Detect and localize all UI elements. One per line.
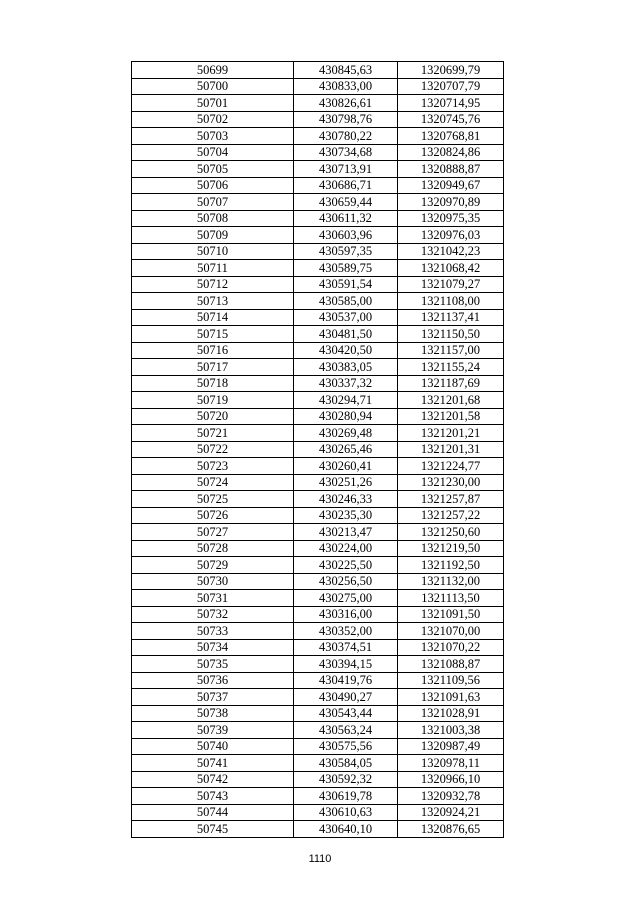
y-coordinate-cell: 1321187,69 (398, 375, 504, 392)
table-row (132, 722, 504, 739)
table-row (132, 524, 504, 541)
x-coordinate-cell: 430798,76 (294, 111, 398, 128)
x-coordinate-cell: 430224,00 (294, 540, 398, 557)
table-row (132, 95, 504, 112)
point-id-cell: 50705 (132, 161, 294, 178)
x-coordinate-cell: 430316,00 (294, 606, 398, 623)
point-id-cell: 50745 (132, 821, 294, 838)
point-id-cell: 50726 (132, 507, 294, 524)
x-coordinate-cell: 430585,00 (294, 293, 398, 310)
x-coordinate-cell: 430374,51 (294, 639, 398, 656)
y-coordinate-cell: 1321201,58 (398, 408, 504, 425)
point-id-cell: 50708 (132, 210, 294, 227)
table-row (132, 161, 504, 178)
point-id-cell: 50730 (132, 573, 294, 590)
y-coordinate-cell: 1320978,11 (398, 755, 504, 772)
table-row (132, 276, 504, 293)
y-coordinate-cell: 1321091,63 (398, 689, 504, 706)
x-coordinate-cell: 430543,44 (294, 705, 398, 722)
point-id-cell: 50703 (132, 128, 294, 145)
point-id-cell: 50744 (132, 804, 294, 821)
point-id-cell: 50736 (132, 672, 294, 689)
table-row (132, 309, 504, 326)
y-coordinate-cell: 1321070,00 (398, 623, 504, 640)
page-number: 1110 (308, 853, 332, 865)
x-coordinate-cell: 430490,27 (294, 689, 398, 706)
y-coordinate-cell: 1321230,00 (398, 474, 504, 491)
table-row (132, 590, 504, 607)
x-coordinate-cell: 430597,35 (294, 243, 398, 260)
x-coordinate-cell: 430575,56 (294, 738, 398, 755)
y-coordinate-cell: 1320987,49 (398, 738, 504, 755)
x-coordinate-cell: 430845,63 (294, 62, 398, 79)
y-coordinate-cell: 1321068,42 (398, 260, 504, 277)
table-row (132, 507, 504, 524)
point-id-cell: 50742 (132, 771, 294, 788)
point-id-cell: 50720 (132, 408, 294, 425)
table-row (132, 573, 504, 590)
x-coordinate-cell: 430394,15 (294, 656, 398, 673)
table-row (132, 359, 504, 376)
y-coordinate-cell: 1321109,56 (398, 672, 504, 689)
y-coordinate-cell: 1321192,50 (398, 557, 504, 574)
point-id-cell: 50723 (132, 458, 294, 475)
y-coordinate-cell: 1320876,65 (398, 821, 504, 838)
point-id-cell: 50732 (132, 606, 294, 623)
y-coordinate-cell: 1320949,67 (398, 177, 504, 194)
table-row (132, 491, 504, 508)
table-row (132, 243, 504, 260)
point-id-cell: 50743 (132, 788, 294, 805)
y-coordinate-cell: 1320824,86 (398, 144, 504, 161)
coordinates-table-body (132, 62, 504, 838)
y-coordinate-cell: 1321079,27 (398, 276, 504, 293)
point-id-cell: 50713 (132, 293, 294, 310)
table-row (132, 540, 504, 557)
y-coordinate-cell: 1321201,68 (398, 392, 504, 409)
x-coordinate-cell: 430256,50 (294, 573, 398, 590)
point-id-cell: 50737 (132, 689, 294, 706)
y-coordinate-cell: 1321108,00 (398, 293, 504, 310)
table-row (132, 62, 504, 79)
y-coordinate-cell: 1321137,41 (398, 309, 504, 326)
y-coordinate-cell: 1321250,60 (398, 524, 504, 541)
y-coordinate-cell: 1321070,22 (398, 639, 504, 656)
table-row (132, 788, 504, 805)
y-coordinate-cell: 1320966,10 (398, 771, 504, 788)
x-coordinate-cell: 430589,75 (294, 260, 398, 277)
point-id-cell: 50735 (132, 656, 294, 673)
table-row (132, 738, 504, 755)
table-row (132, 441, 504, 458)
y-coordinate-cell: 1320970,89 (398, 194, 504, 211)
coordinates-table (131, 61, 504, 838)
table-row (132, 755, 504, 772)
y-coordinate-cell: 1321132,00 (398, 573, 504, 590)
table-row (132, 128, 504, 145)
table-row (132, 672, 504, 689)
point-id-cell: 50711 (132, 260, 294, 277)
x-coordinate-cell: 430246,33 (294, 491, 398, 508)
x-coordinate-cell: 430537,00 (294, 309, 398, 326)
point-id-cell: 50719 (132, 392, 294, 409)
x-coordinate-cell: 430420,50 (294, 342, 398, 359)
x-coordinate-cell: 430269,48 (294, 425, 398, 442)
x-coordinate-cell: 430235,30 (294, 507, 398, 524)
x-coordinate-cell: 430213,47 (294, 524, 398, 541)
y-coordinate-cell: 1321257,87 (398, 491, 504, 508)
x-coordinate-cell: 430610,63 (294, 804, 398, 821)
x-coordinate-cell: 430686,71 (294, 177, 398, 194)
y-coordinate-cell: 1321042,23 (398, 243, 504, 260)
y-coordinate-cell: 1320768,81 (398, 128, 504, 145)
point-id-cell: 50707 (132, 194, 294, 211)
table-row (132, 194, 504, 211)
point-id-cell: 50699 (132, 62, 294, 79)
table-row (132, 425, 504, 442)
x-coordinate-cell: 430826,61 (294, 95, 398, 112)
point-id-cell: 50722 (132, 441, 294, 458)
y-coordinate-cell: 1321003,38 (398, 722, 504, 739)
x-coordinate-cell: 430713,91 (294, 161, 398, 178)
x-coordinate-cell: 430659,44 (294, 194, 398, 211)
point-id-cell: 50700 (132, 78, 294, 95)
point-id-cell: 50724 (132, 474, 294, 491)
x-coordinate-cell: 430225,50 (294, 557, 398, 574)
x-coordinate-cell: 430619,78 (294, 788, 398, 805)
table-row (132, 656, 504, 673)
y-coordinate-cell: 1321201,31 (398, 441, 504, 458)
point-id-cell: 50727 (132, 524, 294, 541)
x-coordinate-cell: 430563,24 (294, 722, 398, 739)
point-id-cell: 50741 (132, 755, 294, 772)
table-row (132, 639, 504, 656)
table-row (132, 557, 504, 574)
x-coordinate-cell: 430734,68 (294, 144, 398, 161)
table-row (132, 392, 504, 409)
point-id-cell: 50738 (132, 705, 294, 722)
x-coordinate-cell: 430260,41 (294, 458, 398, 475)
x-coordinate-cell: 430611,32 (294, 210, 398, 227)
point-id-cell: 50709 (132, 227, 294, 244)
point-id-cell: 50704 (132, 144, 294, 161)
x-coordinate-cell: 430592,32 (294, 771, 398, 788)
x-coordinate-cell: 430280,94 (294, 408, 398, 425)
y-coordinate-cell: 1321224,77 (398, 458, 504, 475)
table-row (132, 177, 504, 194)
y-coordinate-cell: 1321155,24 (398, 359, 504, 376)
point-id-cell: 50716 (132, 342, 294, 359)
table-row (132, 771, 504, 788)
point-id-cell: 50725 (132, 491, 294, 508)
y-coordinate-cell: 1320924,21 (398, 804, 504, 821)
table-row (132, 326, 504, 343)
point-id-cell: 50731 (132, 590, 294, 607)
y-coordinate-cell: 1321091,50 (398, 606, 504, 623)
x-coordinate-cell: 430275,00 (294, 590, 398, 607)
point-id-cell: 50721 (132, 425, 294, 442)
y-coordinate-cell: 1321150,50 (398, 326, 504, 343)
y-coordinate-cell: 1320932,78 (398, 788, 504, 805)
table-row (132, 293, 504, 310)
point-id-cell: 50733 (132, 623, 294, 640)
y-coordinate-cell: 1320714,95 (398, 95, 504, 112)
x-coordinate-cell: 430337,32 (294, 375, 398, 392)
x-coordinate-cell: 430419,76 (294, 672, 398, 689)
table-row (132, 78, 504, 95)
x-coordinate-cell: 430591,54 (294, 276, 398, 293)
point-id-cell: 50701 (132, 95, 294, 112)
y-coordinate-cell: 1321113,50 (398, 590, 504, 607)
x-coordinate-cell: 430584,05 (294, 755, 398, 772)
table-row (132, 342, 504, 359)
point-id-cell: 50718 (132, 375, 294, 392)
table-row (132, 623, 504, 640)
point-id-cell: 50706 (132, 177, 294, 194)
point-id-cell: 50740 (132, 738, 294, 755)
x-coordinate-cell: 430251,26 (294, 474, 398, 491)
point-id-cell: 50739 (132, 722, 294, 739)
x-coordinate-cell: 430352,00 (294, 623, 398, 640)
table-row (132, 606, 504, 623)
point-id-cell: 50729 (132, 557, 294, 574)
x-coordinate-cell: 430265,46 (294, 441, 398, 458)
x-coordinate-cell: 430294,71 (294, 392, 398, 409)
table-row (132, 375, 504, 392)
x-coordinate-cell: 430603,96 (294, 227, 398, 244)
point-id-cell: 50710 (132, 243, 294, 260)
table-row (132, 458, 504, 475)
point-id-cell: 50734 (132, 639, 294, 656)
x-coordinate-cell: 430383,05 (294, 359, 398, 376)
y-coordinate-cell: 1320745,76 (398, 111, 504, 128)
x-coordinate-cell: 430833,00 (294, 78, 398, 95)
y-coordinate-cell: 1321157,00 (398, 342, 504, 359)
y-coordinate-cell: 1320888,87 (398, 161, 504, 178)
y-coordinate-cell: 1321028,91 (398, 705, 504, 722)
table-row (132, 144, 504, 161)
table-row (132, 210, 504, 227)
point-id-cell: 50715 (132, 326, 294, 343)
table-row (132, 689, 504, 706)
point-id-cell: 50702 (132, 111, 294, 128)
x-coordinate-cell: 430481,50 (294, 326, 398, 343)
y-coordinate-cell: 1320976,03 (398, 227, 504, 244)
x-coordinate-cell: 430780,22 (294, 128, 398, 145)
table-row (132, 474, 504, 491)
table-row (132, 804, 504, 821)
table-row (132, 705, 504, 722)
point-id-cell: 50728 (132, 540, 294, 557)
y-coordinate-cell: 1321201,21 (398, 425, 504, 442)
point-id-cell: 50712 (132, 276, 294, 293)
table-row (132, 408, 504, 425)
y-coordinate-cell: 1321219,50 (398, 540, 504, 557)
table-row (132, 111, 504, 128)
table-row (132, 227, 504, 244)
y-coordinate-cell: 1321088,87 (398, 656, 504, 673)
y-coordinate-cell: 1320699,79 (398, 62, 504, 79)
point-id-cell: 50717 (132, 359, 294, 376)
y-coordinate-cell: 1320707,79 (398, 78, 504, 95)
y-coordinate-cell: 1321257,22 (398, 507, 504, 524)
table-row (132, 260, 504, 277)
table-row (132, 821, 504, 838)
x-coordinate-cell: 430640,10 (294, 821, 398, 838)
point-id-cell: 50714 (132, 309, 294, 326)
y-coordinate-cell: 1320975,35 (398, 210, 504, 227)
